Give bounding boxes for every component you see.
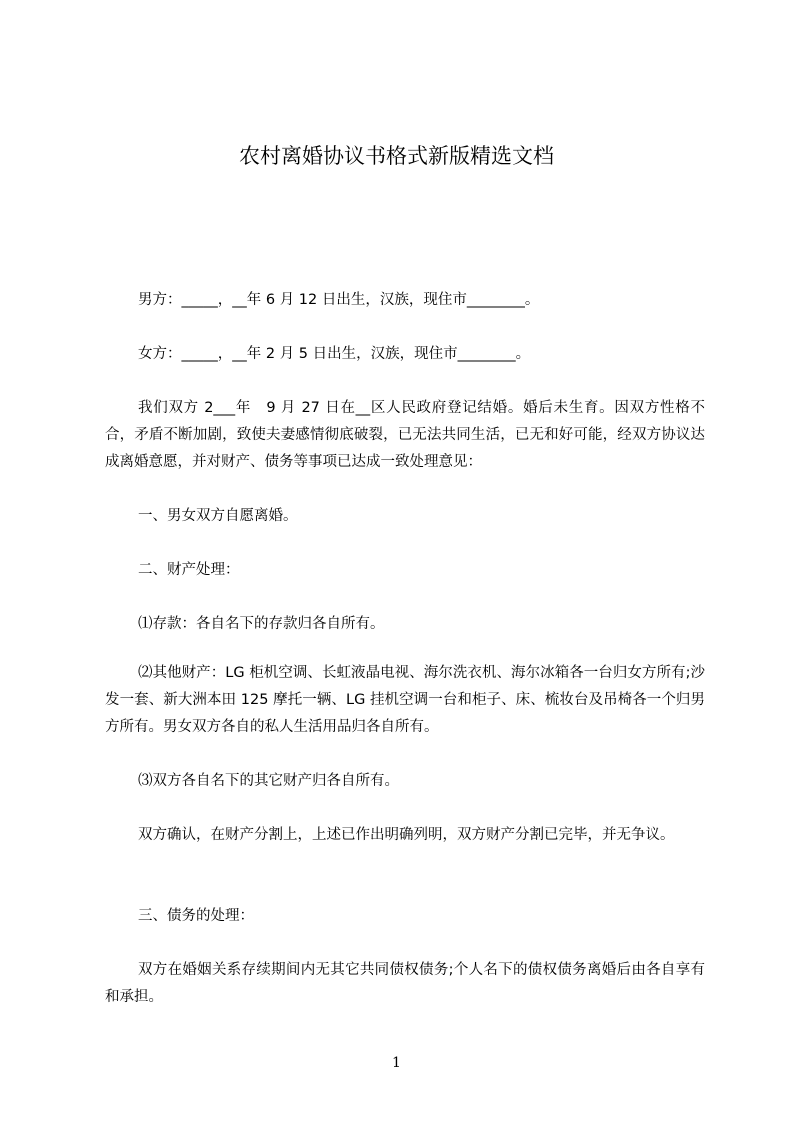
marriage-background-paragraph: 我们双方 2___年 9 月 27 日在__区人民政府登记结婚。婚后未生育。因双方性格不合，矛盾不断加剧，致使夫妻感情彻底破裂，已无法共同生活，已无和好可能，经双方协议达成离婚意愿，并对财产、债务等事项已达成一致处理意见： xyxy=(105,400,705,470)
section-property-heading: 二、财产处理： xyxy=(138,562,240,578)
property-item-savings: ⑴存款：各自名下的存款归各自所有。 xyxy=(138,616,385,632)
section-divorce-heading: 一、男女双方自愿离婚。 xyxy=(138,508,298,524)
page-number: 1 xyxy=(392,1055,401,1071)
document-title: 农村离婚协议书格式新版精选文档 xyxy=(239,144,554,168)
debt-paragraph: 双方在婚姻关系存续期间内无其它共同债权债务;个人名下的债权债务离婚后由各自享有和承担。 xyxy=(105,962,705,1005)
property-item-other: ⑵其他财产：LG 柜机空调、长虹液晶电视、海尔洗衣机、海尔冰箱各一台归女方所有;沙发一套、新大洲本田 125 摩托一辆、LG 挂机空调一台和柜子、床、梳妆台及吊椅各一个归男方所有。男女双方各自的私人生活用品归各自所有。 xyxy=(105,665,705,735)
property-item-remaining: ⑶双方各自名下的其它财产归各自所有。 xyxy=(138,773,399,789)
section-debt-heading: 三、债务的处理： xyxy=(138,908,254,924)
male-party-paragraph: 男方：_____，__年 6 月 12 日出生，汉族，现住市________。 xyxy=(138,292,540,308)
property-confirmation-paragraph: 双方确认，在财产分割上，上述已作出明确列明，双方财产分割已完毕，并无争议。 xyxy=(138,827,675,843)
female-party-paragraph: 女方：_____，__年 2 月 5 日出生，汉族，现住市________。 xyxy=(138,346,531,362)
